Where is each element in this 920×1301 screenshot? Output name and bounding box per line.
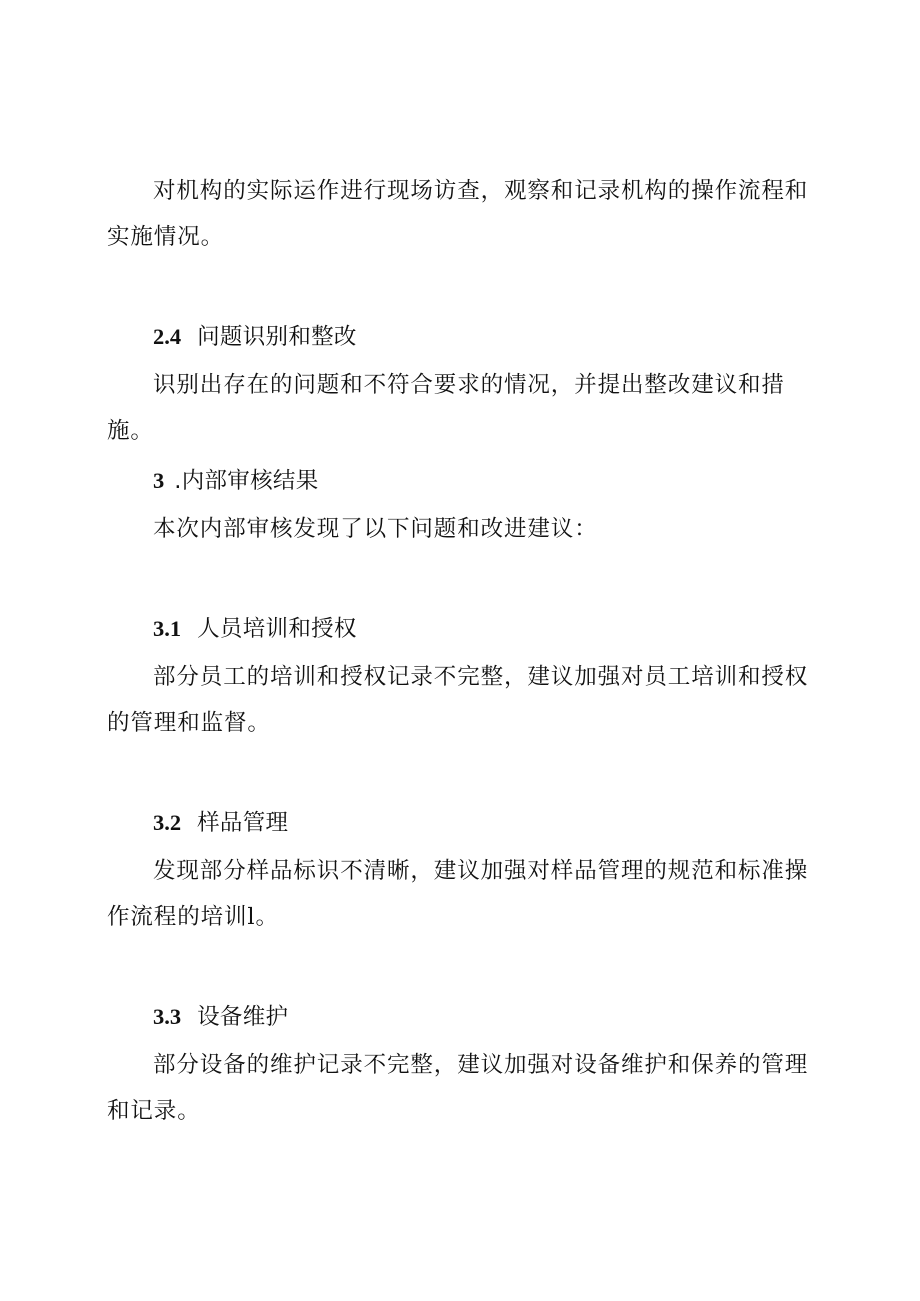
heading-title: 人员培训和授权 bbox=[197, 616, 357, 642]
heading-number: 3 bbox=[153, 468, 165, 493]
heading-title: .内部审核结果 bbox=[174, 468, 319, 494]
heading-title: 问题识别和整改 bbox=[197, 324, 357, 350]
heading-number: 2.4 bbox=[153, 324, 182, 349]
paragraph-onsite-inspection: 对机构的实际运作进行现场访查，观察和记录机构的操作流程和实施情况。 bbox=[107, 178, 809, 250]
paragraph-sample-management: 发现部分样品标识不清晰，建议加强对样品管理的规范和标准操作流程的培训l。 bbox=[107, 858, 809, 930]
paragraph-staff-training: 部分员工的培训和授权记录不完整，建议加强对员工培训和授权的管理和监督。 bbox=[107, 664, 809, 736]
heading-2-4 bbox=[153, 322, 357, 352]
heading-title: 样品管理 bbox=[197, 810, 289, 836]
paragraph-issue-identification: 识别出存在的问题和不符合要求的情况，并提出整改建议和措施。 bbox=[107, 372, 785, 444]
heading-3-1 bbox=[153, 614, 357, 644]
heading-3-3 bbox=[153, 1002, 288, 1032]
heading-title: 设备维护 bbox=[197, 1004, 289, 1030]
heading-number: 3.3 bbox=[153, 1004, 182, 1029]
heading-3 bbox=[153, 466, 319, 496]
heading-number: 3.1 bbox=[153, 616, 182, 641]
paragraph-equipment-maintenance: 部分设备的维护记录不完整，建议加强对设备维护和保养的管理和记录。 bbox=[107, 1052, 809, 1124]
heading-number: 3.2 bbox=[153, 810, 182, 835]
heading-3-2 bbox=[153, 808, 288, 838]
paragraph-audit-results-intro: 本次内部审核发现了以下问题和改进建议： bbox=[153, 516, 598, 542]
